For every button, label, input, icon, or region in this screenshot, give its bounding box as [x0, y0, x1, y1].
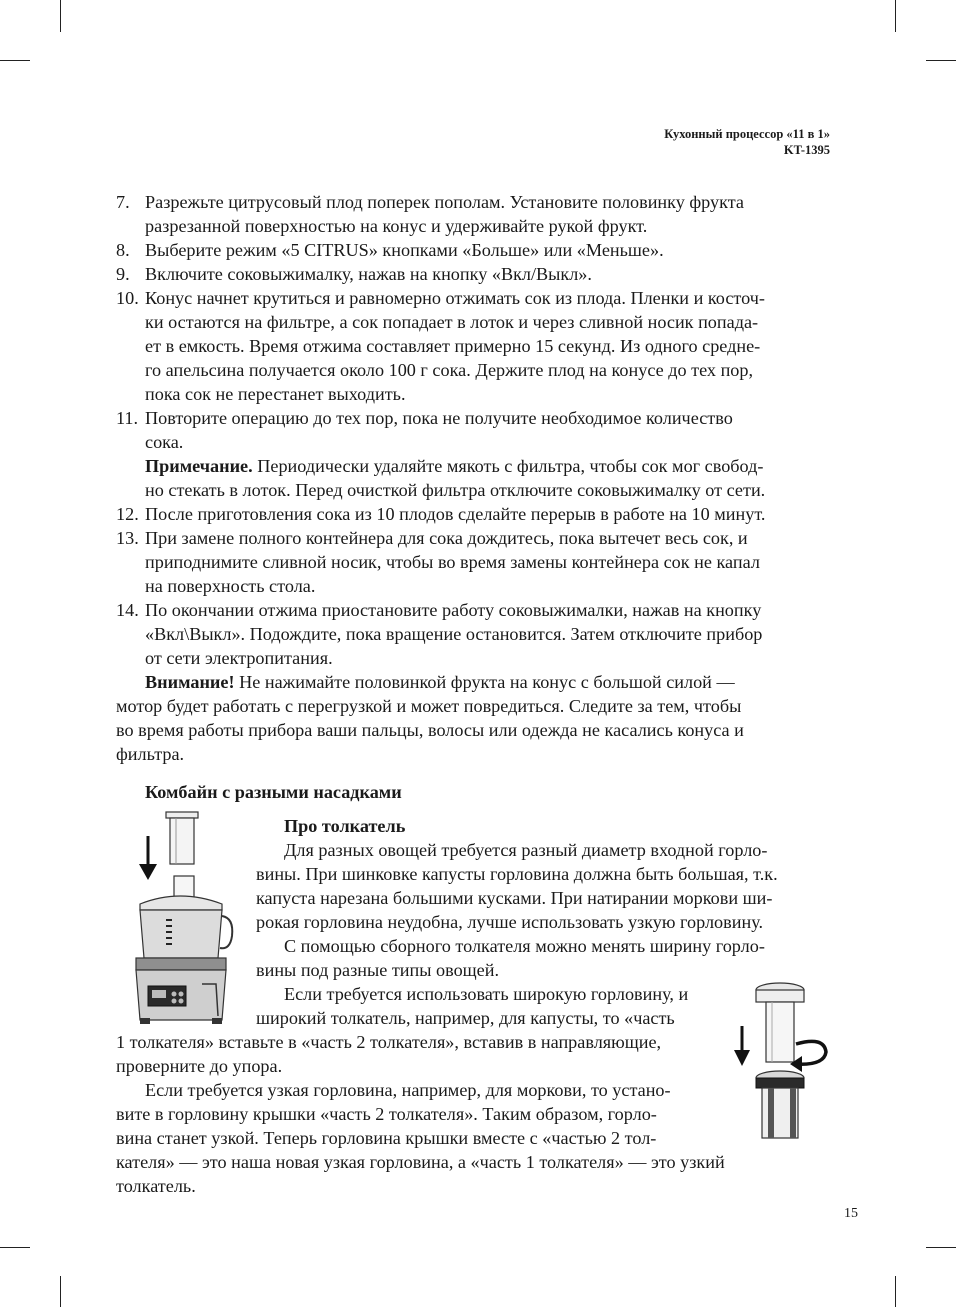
page-number: 15 [844, 1206, 858, 1221]
note-line [145, 454, 763, 478]
crop-mark [60, 0, 61, 32]
note-text: Периодически удаляйте мякоть с фильтра, чтобы сок мог свобод- [252, 456, 764, 476]
item-text: от сети электропитания. [145, 648, 333, 668]
section-title: Комбайн с разными насадками [145, 782, 402, 802]
warning-line: во время работы прибора ваши пальцы, волосы или одежда не касались конуса и [116, 720, 744, 740]
item-text: ет в емкость. Время отжима составляет примерно 15 секунд. Из одного средне- [145, 336, 761, 356]
warning-line: мотор будет работать с перегрузкой и может повредиться. Следите за тем, чтобы [116, 696, 742, 716]
warning-line: фильтра. [116, 744, 185, 764]
item-text: ки остаются на фильтре, а сок попадает в лоток и через сливной носик попада- [145, 312, 759, 332]
crop-mark [926, 60, 956, 61]
crop-mark [60, 1276, 61, 1307]
crop-mark [0, 1247, 30, 1248]
crop-mark [895, 0, 896, 32]
pusher-assembly-illustration [728, 978, 836, 1142]
item-text: Разрежьте цитрусовый плод поперек пополам. Установите половинку фрукта [145, 192, 744, 212]
header-title: Кухонный процессор «11 в 1» [664, 127, 830, 141]
body-line: Если требуется узкая горловина, например, для моркови, то устано- [145, 1080, 671, 1100]
body-line: капуста нарезана большими кусками. При натирании моркови ши- [256, 888, 773, 908]
body-line: вины. При шинковке капусты горловина должна быть большая, т.к. [256, 864, 778, 884]
body-line: Если требуется использовать широкую горловину, и [284, 984, 689, 1004]
item-number: 14. [116, 600, 139, 620]
crop-mark [895, 1276, 896, 1307]
item-text: «Вкл\Выкл». Подождите, пока вращение остановится. Затем отключите прибор [145, 624, 763, 644]
body-line: вины под разные типы овощей. [256, 960, 500, 980]
body-line: кателя» — это наша новая узкая горловина, а «часть 1 толкателя» — это узкий [116, 1152, 725, 1172]
body-line: рокая горловина неудобна, лучше использовать узкую горловину. [256, 912, 764, 932]
item-number: 10. [116, 288, 139, 308]
item-text: Конус начнет крутиться и равномерно отжимать сок из плода. Пленки и косточ- [145, 288, 765, 308]
crop-mark [0, 60, 30, 61]
body-line: вите в горловину крышки «часть 2 толкателя». Таким образом, горло- [116, 1104, 657, 1124]
body-line: вина станет узкой. Теперь горловина крышки вместе с «частью 2 тол- [116, 1128, 657, 1148]
item-text: разрезанной поверхностью на конус и удерживайте рукой фрукт. [145, 216, 648, 236]
item-text: на поверхность стола. [145, 576, 316, 596]
food-processor-illustration [130, 808, 240, 1030]
body-line: толкатель. [116, 1176, 196, 1196]
warning-line [145, 670, 735, 694]
header-model: KT-1395 [783, 143, 830, 157]
note-line: но стекать в лоток. Перед очисткой фильтра отключите соковыжималку от сети. [145, 480, 766, 500]
body-line: проверните до упора. [116, 1056, 283, 1076]
item-number: 13. [116, 528, 139, 548]
item-text: Включите соковыжималку, нажав на кнопку «Вкл/Выкл». [145, 264, 592, 284]
note-label: Примечание. [145, 456, 253, 476]
item-text: пока сок не перестанет выходить. [145, 384, 406, 404]
subsection-title: Про толкатель [284, 816, 406, 836]
warning-text: Не нажимайте половинкой фрукта на конус с большой силой — [234, 672, 735, 692]
item-text: го апельсина получается около 100 г сока. Держите плод на конусе до тех пор, [145, 360, 754, 380]
crop-mark [926, 1247, 956, 1248]
item-number: 12. [116, 504, 139, 524]
item-text: Выберите режим «5 CITRUS» кнопками «Больше» или «Меньше». [145, 240, 664, 260]
body-line: С помощью сборного толкателя можно менять ширину горло- [284, 936, 765, 956]
item-text: приподнимите сливной носик, чтобы во время замены контейнера сок не капал [145, 552, 760, 572]
warning-label: Внимание! [145, 672, 235, 692]
item-text: При замене полного контейнера для сока дождитесь, пока вытечет весь сок, и [145, 528, 748, 548]
item-text: Повторите операцию до тех пор, пока не получите необходимое количество [145, 408, 733, 428]
item-number: 9. [116, 264, 130, 284]
item-number: 7. [116, 192, 130, 212]
item-number: 11. [116, 408, 139, 428]
item-text: По окончании отжима приостановите работу соковыжималки, нажав на кнопку [145, 600, 762, 620]
body-line: широкий толкатель, например, для капусты, то «часть [256, 1008, 675, 1028]
body-line: 1 толкателя» вставьте в «часть 2 толкателя», вставив в направляющие, [116, 1032, 662, 1052]
body-line: Для разных овощей требуется разный диаметр входной горло- [284, 840, 768, 860]
item-text: сока. [145, 432, 184, 452]
item-text: После приготовления сока из 10 плодов сделайте перерыв в работе на 10 минут. [145, 504, 766, 524]
item-number: 8. [116, 240, 130, 260]
